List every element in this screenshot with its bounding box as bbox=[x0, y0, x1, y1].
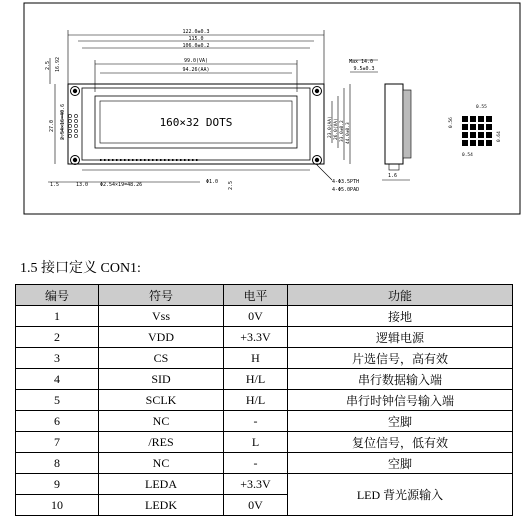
cell-symbol: /RES bbox=[99, 432, 224, 453]
table-row bbox=[16, 390, 513, 411]
dim-left-0: 2.5 bbox=[45, 60, 51, 70]
cell-number: 3 bbox=[16, 348, 99, 369]
cell-level: - bbox=[224, 453, 288, 474]
dim-bottom-5: 1.6 bbox=[388, 173, 398, 179]
hole-label-1: 4-Φ5.0PAD bbox=[332, 187, 360, 193]
cell-function: LED 背光源输入 bbox=[288, 474, 513, 516]
cell-function: 串行时钟信号输入端 bbox=[288, 390, 513, 411]
dot-dim-2: 0.54 bbox=[462, 153, 473, 158]
dim-top-3: 99.0(VA) bbox=[183, 58, 209, 64]
table-row bbox=[16, 348, 513, 369]
dim-right-0: 23.0(AA) bbox=[328, 116, 333, 138]
connector-con1 bbox=[68, 114, 77, 137]
cell-function: 串行数据输入端 bbox=[288, 369, 513, 390]
dim-right-2: 33.0±0.2 bbox=[340, 120, 345, 142]
hole-label-0: 4-Φ3.5PTH bbox=[332, 179, 360, 185]
drawing-frame bbox=[24, 3, 520, 214]
dot-dim-0: 0.55 bbox=[476, 105, 487, 110]
cell-level: 0V bbox=[224, 495, 288, 516]
table-row bbox=[16, 411, 513, 432]
mechanical-drawing bbox=[0, 0, 527, 232]
table-row bbox=[16, 474, 513, 495]
table-row bbox=[16, 306, 513, 327]
cell-level: H/L bbox=[224, 369, 288, 390]
cell-symbol: NC bbox=[99, 453, 224, 474]
header-symbol: 符号 bbox=[99, 285, 224, 306]
cell-function: 接地 bbox=[288, 306, 513, 327]
dim-top-0: 122.0±0.3 bbox=[182, 29, 210, 35]
dim-left-3: 27.0 bbox=[49, 119, 55, 132]
dim-bottom-4: 2.5 bbox=[228, 180, 234, 190]
cell-level: +3.3V bbox=[224, 327, 288, 348]
dim-top-1: 115.0 bbox=[188, 36, 204, 42]
table-row bbox=[16, 453, 513, 474]
cell-level: H bbox=[224, 348, 288, 369]
dim-bottom-1: 13.0 bbox=[76, 182, 89, 188]
cell-function: 空脚 bbox=[288, 453, 513, 474]
cell-symbol: SCLK bbox=[99, 390, 224, 411]
cell-symbol: LEDK bbox=[99, 495, 224, 516]
cell-level: H/L bbox=[224, 390, 288, 411]
dim-bottom-0: 1.5 bbox=[50, 182, 60, 188]
dim-left-2: 2.54×16=40.6 bbox=[60, 103, 66, 140]
table-row bbox=[16, 369, 513, 390]
cell-number: 7 bbox=[16, 432, 99, 453]
cell-symbol: VDD bbox=[99, 327, 224, 348]
table-row bbox=[16, 327, 513, 348]
header-number: 编号 bbox=[16, 285, 99, 306]
cell-number: 6 bbox=[16, 411, 99, 432]
pin-definition-table bbox=[15, 284, 513, 516]
cell-number: 2 bbox=[16, 327, 99, 348]
dim-bottom-3: Φ1.0 bbox=[206, 179, 219, 185]
table-header-row bbox=[16, 285, 513, 306]
cell-function: 片选信号，高有效 bbox=[288, 348, 513, 369]
dot-dim-1: 0.56 bbox=[449, 117, 454, 128]
display-text: 160×32 DOTS bbox=[159, 116, 233, 129]
dim-top-2: 106.0±0.2 bbox=[182, 43, 210, 49]
cell-number: 8 bbox=[16, 453, 99, 474]
dim-top-4: 94.26(AA) bbox=[182, 67, 210, 73]
cell-number: 9 bbox=[16, 474, 99, 495]
top-dimension-lines bbox=[68, 30, 378, 92]
cell-number: 1 bbox=[16, 306, 99, 327]
dim-right-1: 26.0(VA) bbox=[334, 118, 339, 140]
cell-function: 空脚 bbox=[288, 411, 513, 432]
header-level: 电平 bbox=[224, 285, 288, 306]
cell-function: 逻辑电源 bbox=[288, 327, 513, 348]
side-view bbox=[385, 84, 411, 170]
dot-dim-3: 0.64 bbox=[497, 131, 502, 142]
table-row bbox=[16, 432, 513, 453]
dim-top-6: 9.5±0.3 bbox=[353, 66, 375, 72]
dot-detail bbox=[448, 104, 502, 158]
cell-level: 0V bbox=[224, 306, 288, 327]
cell-level: +3.3V bbox=[224, 474, 288, 495]
section-heading: 1.5 接口定义 CON1: bbox=[20, 261, 141, 276]
cell-number: 10 bbox=[16, 495, 99, 516]
cell-number: 4 bbox=[16, 369, 99, 390]
cell-number: 5 bbox=[16, 390, 99, 411]
dim-bottom-2: Φ2.54×19=48.26 bbox=[100, 182, 143, 188]
dim-left-1: 16.92 bbox=[55, 56, 61, 72]
dim-top-5: Max 14.0 bbox=[348, 59, 374, 65]
cell-symbol: SID bbox=[99, 369, 224, 390]
cell-symbol: NC bbox=[99, 411, 224, 432]
cell-symbol: Vss bbox=[99, 306, 224, 327]
cell-symbol: LEDA bbox=[99, 474, 224, 495]
dim-right-3: 44.0±0.3 bbox=[346, 122, 351, 144]
header-function: 功能 bbox=[288, 285, 513, 306]
cell-level: - bbox=[224, 411, 288, 432]
cell-level: L bbox=[224, 432, 288, 453]
cell-function: 复位信号，低有效 bbox=[288, 432, 513, 453]
cell-symbol: CS bbox=[99, 348, 224, 369]
